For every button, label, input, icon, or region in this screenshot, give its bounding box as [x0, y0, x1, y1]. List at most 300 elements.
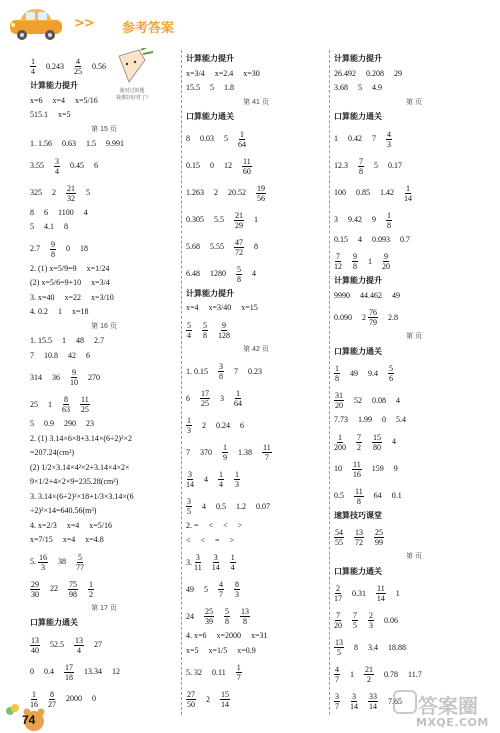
answer-value: 6 [44, 207, 48, 217]
answer-value: 5. 32 [186, 667, 202, 677]
answer-value: x=3/4 [186, 68, 205, 78]
answer-value: 4 [396, 395, 400, 405]
answer-value: 5 [30, 419, 34, 428]
answer-value: 20.52 [228, 188, 246, 198]
section-heading: 计算能力提升 [30, 81, 78, 90]
answer-value: 0.56 [92, 61, 106, 71]
answer-value: 1.42 [380, 188, 394, 198]
answer-row [334, 206, 494, 233]
answer-value: 5 [86, 188, 90, 198]
answer-value: 4 [392, 437, 396, 447]
answer-value: x=4 [66, 520, 80, 530]
answer-value: $\frac{54}{55}$ [335, 528, 343, 548]
answer-value: 0.17 [388, 161, 402, 171]
answer-value: $\frac{1}{64}$ [238, 129, 246, 149]
answer-row [186, 357, 326, 384]
answer-row [30, 490, 178, 505]
answer-value: 12 [112, 667, 120, 677]
answer-value: 1. 0.15 [186, 366, 208, 376]
answer-value: > [229, 535, 235, 545]
answer-value: 0.08 [372, 395, 386, 405]
answer-value: 49 [350, 368, 358, 378]
answer-value: $\frac{31}{20}$ [335, 391, 343, 411]
answer-row [186, 179, 326, 206]
watermark-text: 答案圈 [418, 694, 478, 718]
answer-value: 22 [50, 584, 58, 594]
answer-value: $\frac{1}{9}$ [223, 443, 227, 463]
answer-value: 44.462 [360, 290, 382, 300]
answer-row [30, 206, 178, 221]
answer-value: 15.5 [186, 83, 200, 92]
answer-value: 5 [374, 161, 378, 171]
answer-value: $\frac{11}{60}$ [242, 156, 251, 176]
answer-row [30, 417, 178, 432]
page-marker: 第 17 页 [91, 604, 117, 612]
answer-value: x=1/24 [86, 263, 110, 273]
answer-value: x=2.4 [214, 68, 234, 78]
answer-value: 1 [334, 134, 338, 144]
answer-value: $\frac{9}{10}$ [70, 368, 78, 388]
answer-value: < [208, 521, 214, 530]
answer-value: x=15 [241, 303, 258, 312]
answer-value: $\frac{4}{25}$ [74, 57, 82, 77]
answer-value: $\frac{8}{63}$ [62, 395, 70, 415]
section-heading: 速算技巧课堂 [334, 510, 382, 520]
answer-value: x=5 [186, 645, 199, 655]
answer-value: 2. (1) 3.14×6×8+3.14×(6÷2)²×2 [30, 433, 133, 443]
answer-value: x=5/16 [75, 95, 98, 105]
answer-column-3 [334, 52, 494, 712]
answer-value: 0 [30, 667, 34, 677]
answer-value: $\frac{15}{14}$ [221, 690, 229, 710]
answer-row [30, 137, 178, 152]
answer-value: 270 [88, 372, 100, 382]
answer-row [30, 363, 178, 390]
answer-row [30, 631, 178, 658]
section-heading: 口算能力通关 [30, 618, 78, 627]
answer-row [186, 602, 326, 629]
answer-value: 18 [80, 244, 88, 254]
answer-row [334, 606, 494, 633]
answer-value: 1 [48, 399, 52, 409]
answer-value: $\frac{19}{56}$ [257, 183, 265, 203]
answer-value: $\frac{47}{72}$ [235, 237, 243, 257]
answer-value: 5 [224, 134, 228, 144]
section-heading: 口算能力通关 [334, 566, 382, 576]
answer-row [186, 152, 326, 179]
answer-row [334, 579, 494, 606]
answer-value: 5 [358, 83, 362, 92]
answer-value: 6 [186, 393, 190, 403]
answer-value: 49 [186, 584, 194, 594]
answer-value: $\frac{11}{14}$ [376, 584, 385, 604]
answer-value: $\frac{1}{8}$ [335, 364, 339, 384]
answer-row [30, 712, 178, 713]
answer-value: 0.15 [334, 234, 348, 244]
answer-value: > [237, 521, 243, 530]
section-heading: 计算能力提升 [186, 54, 234, 63]
answer-value: $\frac{5}{8}$ [203, 320, 207, 340]
answer-value: 0.208 [366, 68, 384, 78]
answer-value: 18.88 [388, 642, 406, 652]
answer-value: 5.68 [186, 242, 200, 252]
answer-value: 9 [372, 215, 376, 225]
answer-value: 25 [30, 399, 38, 409]
answer-value: $\frac{1}{4}$ [31, 57, 35, 77]
answer-row [30, 548, 178, 575]
answer-row [186, 67, 326, 82]
answer-value: 515.1 [30, 110, 48, 119]
answer-value: x=2000 [216, 631, 242, 640]
answer-value: 0.45 [70, 161, 84, 171]
answer-value: 5.55 [210, 242, 224, 252]
answer-value: 12.3 [334, 161, 348, 171]
answer-row [186, 411, 326, 438]
answer-value: $\frac{1}{4}$ [219, 470, 223, 490]
answer-value: 26.492 [334, 68, 356, 78]
answer-value: 1. 1.56 [30, 139, 52, 148]
answer-value: $\frac{13}{40}$ [31, 635, 39, 655]
answer-value: $\frac{7}{8}$ [359, 156, 363, 176]
answer-value: x=4 [62, 535, 76, 544]
section-heading: 口算能力通关 [334, 346, 382, 356]
answer-row [186, 384, 326, 411]
section-heading: 计算能力提升 [186, 288, 234, 298]
answer-value: 0.4 [44, 667, 54, 677]
answer-value: 9×1/2+4×2×9=235.28(cm²) [30, 477, 119, 486]
answer-value: 100 [334, 188, 346, 198]
answer-value: $\frac{15}{80}$ [373, 432, 381, 452]
answer-value: $\frac{9}{8}$ [353, 252, 357, 272]
answer-value: 9990 [334, 290, 350, 300]
answer-row [30, 575, 178, 602]
answer-row [186, 629, 326, 644]
answer-value: $\frac{21}{2}$ [365, 665, 373, 685]
answer-value: 29 [394, 68, 402, 78]
answer-value: 10.8 [44, 350, 58, 360]
answer-value: $\frac{1}{7}$ [236, 663, 241, 683]
answer-value: $\frac{1}{3}$ [187, 416, 191, 436]
answer-value: x=6 [30, 95, 43, 105]
answer-value: $\frac{1}{14}$ [404, 183, 412, 203]
answer-value: 2000 [66, 694, 82, 704]
answer-value: $\frac{9}{20}$ [382, 252, 390, 272]
answer-value: $\frac{9}{128}$ [218, 320, 230, 340]
answer-value: 8 [64, 222, 68, 231]
answer-value: x=0.9 [237, 645, 256, 655]
answer-value: 0.06 [384, 615, 398, 625]
answer-value: 0.24 [216, 420, 230, 430]
answer-value: =207.24(cm²) [30, 448, 75, 457]
answer-value: 6 [86, 350, 90, 360]
answer-value: 0.31 [352, 588, 366, 598]
answer-row [334, 386, 494, 413]
answer-row [186, 465, 326, 492]
section-heading: 口算能力通关 [334, 112, 382, 121]
answer-row [186, 206, 326, 233]
column-divider [181, 50, 182, 715]
answer-value: 0 [66, 244, 70, 254]
answer-row [334, 413, 494, 428]
answer-row [186, 685, 326, 712]
answer-value: x=3/10 [91, 292, 114, 302]
answer-row [30, 504, 178, 519]
answer-value: 9 [393, 464, 398, 474]
answer-row [30, 658, 178, 685]
answer-value: 4.9 [372, 83, 382, 92]
answer-value: 7 [234, 366, 238, 376]
page-title: 参考答案 [122, 21, 175, 36]
answer-value: 3 [334, 215, 338, 225]
answer-value: 1 [350, 669, 354, 679]
answer-value: 3.4 [368, 642, 378, 652]
answer-row [186, 658, 326, 685]
answer-row [186, 438, 326, 465]
answer-row [30, 235, 178, 262]
answer-value: 2. (1) x=5/9=9 [30, 263, 77, 273]
answer-value: 2. = [186, 521, 199, 530]
answer-value: 1.38 [238, 447, 252, 457]
answer-value: 9.991 [106, 139, 124, 148]
page-marker: 第 41 页 [243, 98, 269, 106]
answer-value: 2 [214, 188, 218, 198]
answer-row [30, 305, 178, 320]
answer-value: 0 [92, 694, 96, 704]
answer-value: $\frac{1}{2}$ [89, 579, 93, 599]
answer-value: $\frac{5}{8}$ [237, 264, 241, 284]
answer-row [30, 685, 178, 712]
answer-value: $\frac{4}{7}$ [335, 665, 339, 685]
answer-row [30, 152, 178, 179]
answer-row [334, 289, 494, 304]
answer-value: 5 [210, 83, 214, 92]
answer-value: 8 [30, 207, 34, 217]
page-marker: 第 15 页 [91, 125, 117, 133]
answer-row [186, 260, 326, 287]
answer-value: 42 [68, 350, 76, 360]
answer-value: 370 [200, 447, 212, 457]
answer-row [186, 125, 326, 152]
page-header [0, 0, 500, 46]
answer-value: 3 [220, 393, 224, 403]
answer-row [30, 291, 178, 306]
answer-value: $\frac{21}{32}$ [67, 183, 75, 203]
answer-value: 4.1 [44, 222, 54, 231]
answer-value: $\frac{11}{7}$ [263, 443, 271, 463]
answer-value: 10 [334, 464, 342, 474]
answer-value: 1 [58, 307, 62, 316]
answer-value: 4 [202, 501, 206, 511]
answer-value: $\frac{11}{8}$ [355, 486, 363, 506]
answer-value: 11.7 [408, 669, 422, 679]
answer-value: 8 [254, 242, 258, 252]
answer-value: $\frac{5}{4}$ [187, 320, 191, 340]
answer-value: $\frac{11}{16}$ [352, 459, 361, 479]
page-marker: 第 页 [406, 98, 422, 106]
answer-value: 4 [204, 474, 208, 484]
answer-value: $\frac{8}{27}$ [48, 689, 56, 709]
answer-value: 1.5 [86, 139, 96, 148]
answer-value: 4. 0.2 [30, 307, 48, 316]
answer-row [186, 644, 326, 659]
answer-row [30, 446, 178, 461]
answer-value: 7 [30, 350, 34, 360]
answer-value: $\frac{1}{3}$ [235, 470, 239, 490]
answer-value: x=31 [251, 631, 268, 640]
answer-value: ÷2)²×14=640.56(m³) [30, 506, 97, 515]
answer-row [30, 461, 178, 476]
answer-value: $\frac{3}{14}$ [211, 553, 220, 573]
mascot-note: 我对过的题 我都挂好对了! [115, 88, 148, 101]
answer-value: = [215, 535, 220, 545]
answer-value: 1 [368, 256, 372, 266]
answer-value: 8 [186, 134, 190, 144]
answer-value: 0.090 [334, 312, 352, 322]
answer-value: 0.23 [248, 366, 262, 376]
answer-row [334, 455, 494, 482]
answer-value: 36 [52, 372, 60, 382]
answer-value: x=22 [64, 292, 82, 302]
watermark-url: MXQE.COM [416, 716, 489, 729]
answer-row [334, 179, 494, 206]
column-divider [329, 50, 330, 715]
answer-value: 9.42 [348, 215, 362, 225]
answer-value: $\frac{1}{64}$ [234, 389, 242, 409]
answer-value: $\frac{1}{4}$ [230, 553, 235, 573]
answer-row [334, 482, 494, 509]
page-marker: 第 页 [406, 333, 422, 340]
answer-value: $\frac{7}{20}$ [334, 611, 342, 631]
answer-row [186, 233, 326, 260]
answer-value: 2 $\frac{76}{79}$ [362, 308, 377, 328]
answer-value: $\frac{27}{50}$ [187, 690, 195, 710]
answer-value: 52 [354, 395, 362, 405]
answer-value: 6.48 [186, 269, 200, 279]
answer-row [30, 432, 178, 447]
answer-value: 2 [202, 420, 206, 430]
answer-value: 48 [76, 336, 84, 345]
page-number: 74 [22, 713, 36, 727]
answer-value: x=1/5 [208, 645, 228, 655]
answer-value: 0.03 [200, 134, 214, 144]
answer-value: 7 [186, 447, 190, 457]
answer-value: 2.7 [94, 336, 104, 345]
answer-value: $\frac{7}{12}$ [334, 252, 342, 272]
answer-row [334, 428, 494, 455]
answer-value: 4. x=2/3 [30, 520, 57, 530]
answer-value: 3.55 [30, 161, 44, 171]
answer-value: 1 [62, 336, 66, 345]
answer-value: 3.68 [334, 83, 348, 92]
answer-row [334, 152, 494, 179]
answer-row [30, 262, 178, 277]
answer-value: $\frac{5}{8}$ [225, 607, 229, 627]
section-heading: 口算能力通关 [186, 112, 234, 121]
answer-row [334, 523, 494, 550]
answer-value: 6 [94, 161, 98, 171]
answer-value: $\frac{7}{5}$ [353, 611, 357, 631]
answer-value: $\frac{2}{3}$ [369, 611, 373, 631]
answer-value: 2.8 [388, 312, 398, 322]
answer-value: $\frac{17}{25}$ [201, 389, 209, 409]
answer-value: x=3/40 [208, 303, 232, 312]
answer-value: x=30 [243, 68, 260, 78]
answer-value: 6 [240, 420, 244, 430]
answer-value: 2 [206, 694, 210, 704]
answer-value: 0 [382, 415, 386, 424]
page-marker: 第 页 [406, 553, 422, 560]
answer-value: $\frac{2}{17}$ [334, 584, 342, 604]
answer-row [334, 247, 494, 274]
answer-value: 0.5 [216, 501, 226, 511]
header-arrows: >> [74, 16, 94, 31]
answer-value: (2) 1/2×3.14×4²×2+3.14×4×2× [30, 462, 130, 472]
answer-value: $\frac{3}{8}$ [219, 362, 223, 382]
answer-value: $\frac{1}{200}$ [334, 432, 346, 452]
answer-row [186, 492, 326, 519]
answer-value: 9.4 [368, 368, 378, 378]
answer-value: 27 [94, 640, 102, 650]
section-heading: 计算能力提升 [334, 276, 382, 285]
answer-value: 290 [64, 419, 76, 428]
answer-value: $\frac{7}{2}$ [357, 432, 361, 452]
answer-value: 1100 [58, 207, 74, 217]
answer-value: 0.07 [256, 501, 270, 511]
answer-row [30, 349, 178, 364]
answer-row [30, 108, 178, 123]
answer-value: 0.243 [46, 61, 64, 71]
answer-row [30, 220, 178, 235]
answer-value: 1280 [210, 269, 226, 279]
answer-value: 314 [30, 372, 42, 382]
answer-value: $\frac{13}{5}$ [335, 638, 343, 658]
answer-value: $\frac{1}{16}$ [30, 689, 38, 709]
answer-value: $\frac{75}{98}$ [69, 579, 77, 599]
answer-value: 0.093 [372, 234, 390, 244]
answer-value: 7.73 [334, 415, 348, 424]
answer-value: < [186, 535, 191, 545]
answer-value: $\frac{3}{5}$ [187, 497, 191, 517]
answer-value: 1.8 [224, 83, 234, 92]
answer-value: 7.65 [388, 696, 402, 706]
answer-value: 5 [30, 222, 34, 231]
answer-row [30, 533, 178, 548]
answer-value: 5. $\frac{16}{3}$ [30, 552, 47, 572]
answer-value: 0.42 [348, 134, 362, 144]
answer-row [334, 303, 494, 330]
answer-value: 0.305 [186, 215, 204, 225]
answer-value: 0.5 [334, 491, 344, 501]
answer-value: x=3/4 [91, 278, 110, 287]
answer-value: 64 [373, 491, 382, 501]
answer-value: 12 [224, 161, 232, 171]
answer-row [334, 660, 494, 687]
answer-row [30, 276, 178, 291]
answer-row [186, 316, 326, 343]
answer-value: $\frac{33}{14}$ [369, 692, 377, 712]
answer-value: $\frac{8}{3}$ [235, 580, 239, 600]
answer-value: 24 [186, 611, 194, 621]
answer-value: 0.11 [212, 667, 226, 677]
answer-value: $\frac{13}{72}$ [355, 528, 363, 548]
answer-value: 4. x=6 [186, 631, 207, 640]
answer-row [186, 301, 326, 316]
answer-value: x=5 [58, 110, 71, 119]
answer-row [30, 52, 178, 79]
answer-row [30, 94, 178, 109]
answer-value: 4 [252, 269, 256, 279]
answer-value: $\frac{13}{4}$ [75, 635, 83, 655]
